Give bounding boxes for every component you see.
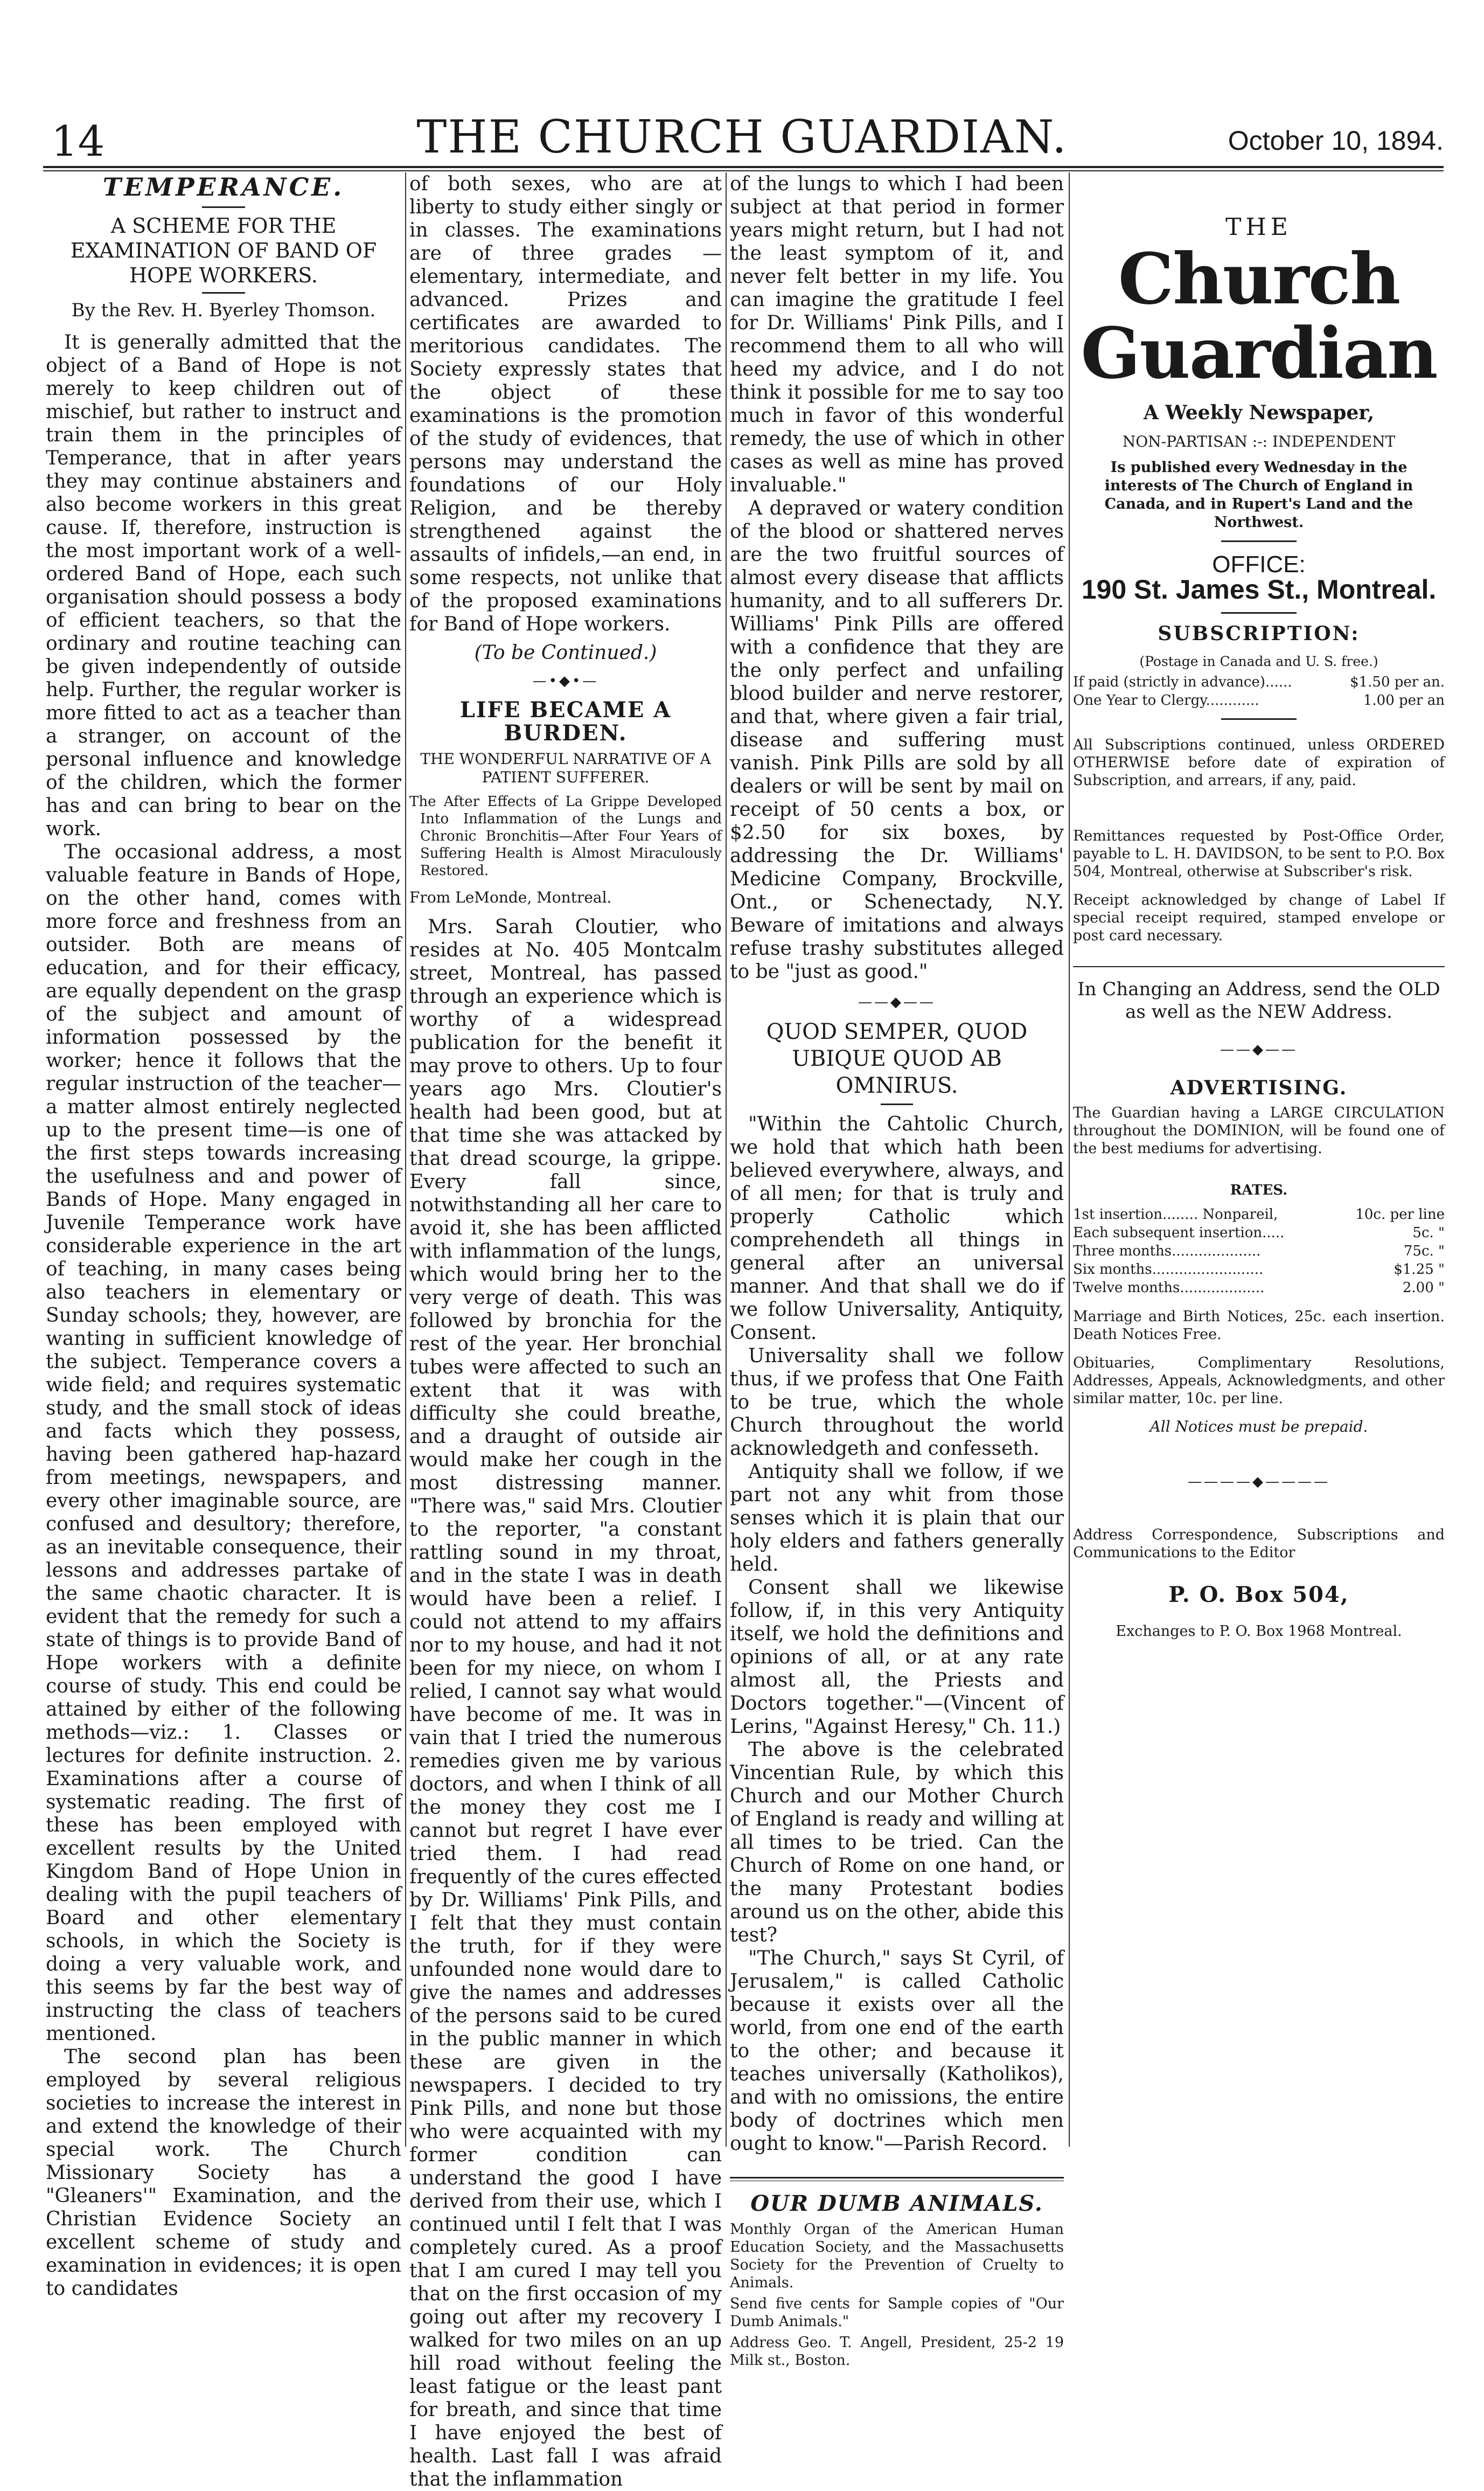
divider (202, 292, 245, 294)
column-3 (730, 172, 1064, 2369)
paragraph: The above is the celebrated Vincentian Rule, by which this Church and our Mother Church of England is ready and willing at all times to be tried. Can the Church of Rome on one hand, or the many Protestant bodies around us on the other, abide this test? (730, 1739, 1064, 1946)
paragraph: of both sexes, who are at liberty to study either singly or in classes. The examinations are of three grades —elementary, intermediate, and advanced. Prizes and certificates are awarded to meritorious candidates. The Society expressly states that the object of these examinations is the promotion of the study of evidences, that persons may understand the foundations of our Holy Religion, and be thereby strengthened against the assaults of infidels,—an end, in some respects, not unlike that of the proposed examinations for Band of Hope workers. (409, 173, 722, 635)
paragraph: Mrs. Sarah Cloutier, who resides at No. 405 Montcalm street, Montreal, has passed through an experience which is worthy of a widespread publication for the benefit it may prove to others. Up to four years ago Mrs. Cloutier's health had been good, but at that time she was attacked by that dread scourge, la grippe. Every fall since, notwithstanding all her care to avoid it, she has been afflicted with inflammation of the lungs, which would bring her to the very verge of death. This was followed by bronchia for the rest of the year. Her bronchial tubes were affected to such an extent that it was with difficulty she could breathe, and a draught of outside air would make her cough in the most distressing manner. "There was," said Mrs. Cloutier to the reporter, "a constant rattling sound in my throat, and in the state I was in death would have been a relief. I could not attend to my affairs nor to my house, and had it not been for my niece, on whom I relied, I cannot say what would have become of me. It was in vain that I tried the numerous remedies given me by various doctors, and when I think of all the money they cost me I cannot but regret I have ever tried them. I had read frequently of the cures effected by Dr. Williams' Pink Pills, and I felt that they must contain the truth, for if they were unfounded none would dare to give the names and addresses of the persons said to be cured in the public manner in which these are given in the newspapers. I decided to try Pink Pills, and none but those who were acquainted with my former condition can understand the good I have derived from their use, which I continued until I felt that I was completely cured. As a proof that I am cured I may tell you that on the first occasion of my going out after my recovery I walked for two miles on an up hill road without feeling the least fatigue or the least pant for breath, and since that time I have enjoyed the best of health. Last fall I was afraid that the inflammation (409, 916, 722, 2490)
paragraph: Universality shall we follow thus, if we profess that One Faith to be true, which the whole Church throughout the world acknowledgeth and confesseth. (730, 1345, 1064, 1460)
header-rule-thin (43, 170, 1444, 171)
remittances-notice: Remittances requested by Post-Office Order, payable to L. H. DAVIDSON, to be sent to P.O. Box 504, Montreal, otherwise at Subscriber's risk. (1073, 828, 1445, 880)
paragraph: Consent shall we likewise follow, if, in this very Antiquity itself, we hold the definitions and opinions of all, or at any rate almost all, the Priests and Doctors together."—(Vincent of Lerins, "Against Heresy," Ch. 11.) (730, 1577, 1064, 1738)
column-4 (1073, 172, 1445, 2152)
postage-note: (Postage in Canada and U. S. free.) (1139, 654, 1378, 669)
subscription-heading: SUBSCRIPTION: (1158, 622, 1360, 645)
article-title: A SCHEME FOR THE EXAMINATION OF BAND OF HOPE WORKERS. (70, 214, 377, 287)
ornament-divider: —•◆•— (532, 673, 599, 689)
receipt-notice: Receipt acknowledged by change of Label If special receipt required, stamped envelope or post card necessary. (1073, 892, 1445, 944)
paragraph: Antiquity shall we follow, if we part not any whit from those senses which it is plain that our holy elders and fathers generally held. (730, 1461, 1064, 1576)
divider (881, 1104, 913, 1105)
column-rule (726, 172, 727, 2147)
change-address-notice: In Changing an Address, send the OLD as well as the NEW Address. (1077, 979, 1440, 1023)
header-rule (43, 166, 1444, 168)
paragraph: The second plan has been employed by several religious societies to increase the interest in and extend the knowledge of their special work. The Church Missionary Society has a "Gleaners'" Examination, and the Christian Evidence Society an excellent scheme of study and examination in evidences; it is open to candidates (46, 2046, 401, 2300)
rate-row: 1st insertion........ Nonpareil, 10c. per line (1073, 1206, 1445, 1223)
advertising-text: The Guardian having a LARGE CIRCULATION throughout the DOMINION, will be found one of the best mediums for advertising. (1073, 1105, 1445, 1157)
correspondence-notice: Address Correspondence, Subscriptions and Communications to the Editor (1073, 1526, 1445, 1561)
box-number: P. O. Box 504, (1168, 1582, 1349, 1607)
masthead: THE CHURCH GUARDIAN. (416, 110, 1068, 163)
paragraph: A depraved or watery condition of the blood or shattered nerves are the two fruitful sources of almost every disease that afflicts humanity, and to all sufferers Dr. Williams' Pink Pills are offered with a confidence that they are the only perfect and unfailing blood builder and nerve restorer, and that, where given a fair trial, disease and suffering must vanish. Pink Pills are sold by all dealers or will be sent by mail on receipt of 50 cents a box, or $2.50 for six boxes, by addressing the Dr. Williams' Medicine Company, Brockville, Ont., or Schenectady, N.Y. Beware of imitations and always refuse trashy substitutes alleged to be "just as good." (730, 497, 1064, 983)
subscriptions-notice: All Subscriptions continued, unless ORDERED OTHERWISE before date of expiration of Subscription, and arrears, if any, paid. (1073, 737, 1445, 789)
column-rule (1069, 172, 1070, 2147)
newspaper-logo: Church Guardian (1081, 238, 1437, 394)
office-label: OFFICE: (1212, 551, 1306, 578)
byline: By the Rev. H. Byerley Thomson. (71, 300, 376, 321)
article-title: OUR DUMB ANIMALS. (750, 2191, 1043, 2216)
tagline: A Weekly Newspaper, (1143, 401, 1375, 424)
paragraph: of the lungs to which I had been subject at that period in former years might return, but I had not the least symptom of it, and never felt better in my life. You can imagine the gratitude I feel for Dr. Williams' Pink Pills, and I recommend them to all who will heed my advice, and I do not think it possible for me to say too much in favor of this wonderful remedy, the use of which in other cases as well as mine has proved invaluable." (730, 173, 1064, 496)
article-deck: THE WONDERFUL NARRATIVE OF A PATIENT SUFFERER. (420, 750, 711, 786)
notice-text: Address Geo. T. Angell, President, 25-2 19 Milk st., Boston. (730, 2334, 1064, 2369)
divider (1073, 966, 1445, 967)
exchanges-notice: Exchanges to P. O. Box 1968 Montreal. (1116, 1623, 1402, 1640)
advertising-heading: ADVERTISING. (1170, 1077, 1348, 1099)
obituaries-notice: Obituaries, Complimentary Resolutions, Addresses, Appeals, Acknowledgments, and other similar matter, 10c. per line. (1073, 1355, 1445, 1407)
column-2 (409, 172, 722, 2490)
paragraph: The occasional address, a most valuable feature in Bands of Hope, on the other hand, comes with more force and freshness from an outsider. Both are means of education, and for their efficacy, are equally dependent on the grasp of the subject and amount of information possessed by the worker; hence it follows that the regular instruction of the teacher—a matter almost entirely neglected up to the present time—is one of the first steps towards increasing the usefulness and and power of Bands of Hope. Many engaged in Juvenile Temperance work have considerable experience in the art of teaching, in many cases being also teachers in elementary or Sunday schools; they, however, are wanting in sufficient knowledge of the subject. Temperance covers a wide field; and requires systematic study, and the small stock of ideas and facts which they possess, having been gathered hap-hazard from meetings, newspapers, and every other imaginable source, are confused and desultory; therefore, as an inevitable consequence, their lessons and addresses partake of the same chaotic character. It is evident that the remedy for such a state of things is to provide Band of Hope workers with a definite course of study. This end could be attained by either of the following methods—viz.: 1. Classes or lectures for definite instruction. 2. Examinations after a course of systematic reading. The first of these has been employed with excellent results by the United Kingdom Band of Hope Union in dealing with the pupil teachers of Board and other elementary schools, in which the Society is doing a very valuable work, and this seems by far the best way of instructing the class of teachers mentioned. (46, 841, 401, 2045)
nonpartisan-line: NON-PARTISAN :-: INDEPENDENT (1122, 433, 1396, 450)
rate-row: Each subsequent insertion..... 5c. " (1073, 1225, 1445, 1241)
issue-date: October 10, 1894. (1228, 126, 1444, 156)
subscription-row: One Year to Clergy............ 1.00 per an (1073, 692, 1445, 709)
article-subdeck: The After Effects of La Grippe Developed Into Inflammation of the Lungs and Chronic Bronchitis—After Four Years of Suffering Health is Almost Miraculously Restored. (409, 794, 722, 879)
article-title: LIFE BECAME A BURDEN. (459, 697, 672, 746)
ornament-divider: ——◆—— (1220, 1042, 1298, 1058)
article-source: From LeMonde, Montreal. (409, 889, 612, 906)
double-rule (730, 2177, 1064, 2181)
rate-row: Three months.................... 75c. " (1073, 1243, 1445, 1259)
column-rule (405, 172, 406, 2147)
rate-row: Six months......................... $1.25 " (1073, 1261, 1445, 1278)
section-heading: TEMPERANCE. (102, 172, 345, 202)
ornament-divider: ——◆—— (858, 994, 936, 1010)
page-number: 14 (51, 117, 105, 166)
notice-text: Send five cents for Sample copies of "Our Dumb Animals." (730, 2295, 1064, 2330)
divider (1221, 718, 1297, 720)
paragraph: It is generally admitted that the object of a Band of Hope is not merely to keep children out of mischief, but rather to instruct and train them in the principles of Temperance, that in after years they may continue abstainers and also become workers in this great cause. If, therefore, instruction is the most important work of a well-ordered Band of Hope, each such organisation should possess a body of efficient teachers, so that the ordinary and routine teaching can be given independently of outside help. Further, the regular worker is more fitted to act as a teacher than a stranger, on account of the personal influence and knowledge of the children, which the former has and can bring to bear on the work. (46, 331, 401, 840)
column-1 (46, 172, 401, 2300)
to-be-continued: (To be Continued.) (474, 642, 657, 664)
divider (1221, 612, 1297, 614)
office-address: 190 St. James St., Montreal. (1081, 574, 1437, 605)
ornament-divider: ————◆———— (1188, 1474, 1330, 1490)
prepaid-notice: All Notices must be prepaid. (1149, 1418, 1368, 1435)
article-title: QUOD SEMPER, QUOD UBIQUE QUOD AB OMNIRUS. (766, 1019, 1028, 1098)
marriage-notice: Marriage and Birth Notices, 25c. each insertion. Death Notices Free. (1073, 1308, 1445, 1343)
paragraph: "Within the Cahtolic Church, we hold that which hath been believed everywhere, always, and of all men; for that is truly and properly Catholic which comprehendeth all things in general after an universal manner. And that shall we do if we follow Universality, Antiquity, Consent. (730, 1113, 1064, 1344)
divider (1221, 540, 1297, 542)
notice-text: Monthly Organ of the American Human Education Society, and the Massachusetts Society for the Prevention of Cruelty to Animals. (730, 2221, 1064, 2291)
paragraph: "The Church," says St Cyril, of Jerusalem," is called Catholic because it exists over all the world, from one end of the earth to the other; and because it teaches universally (Katholikos), and with no omissions, the entire body of doctrines which men ought to know."—Parish Record. (730, 1947, 1064, 2155)
divider (202, 206, 245, 208)
logo-the: THE (1225, 213, 1292, 241)
rates-heading: RATES. (1230, 1182, 1288, 1198)
publication-note: Is published every Wednesday in the interests of The Church of England in Canada, and in Rupert's Land and the Northwest. (1104, 459, 1413, 531)
subscription-row: If paid (strictly in advance)...... $1.50 per an. (1073, 674, 1445, 690)
rate-row: Twelve months................... 2.00 " (1073, 1280, 1445, 1296)
